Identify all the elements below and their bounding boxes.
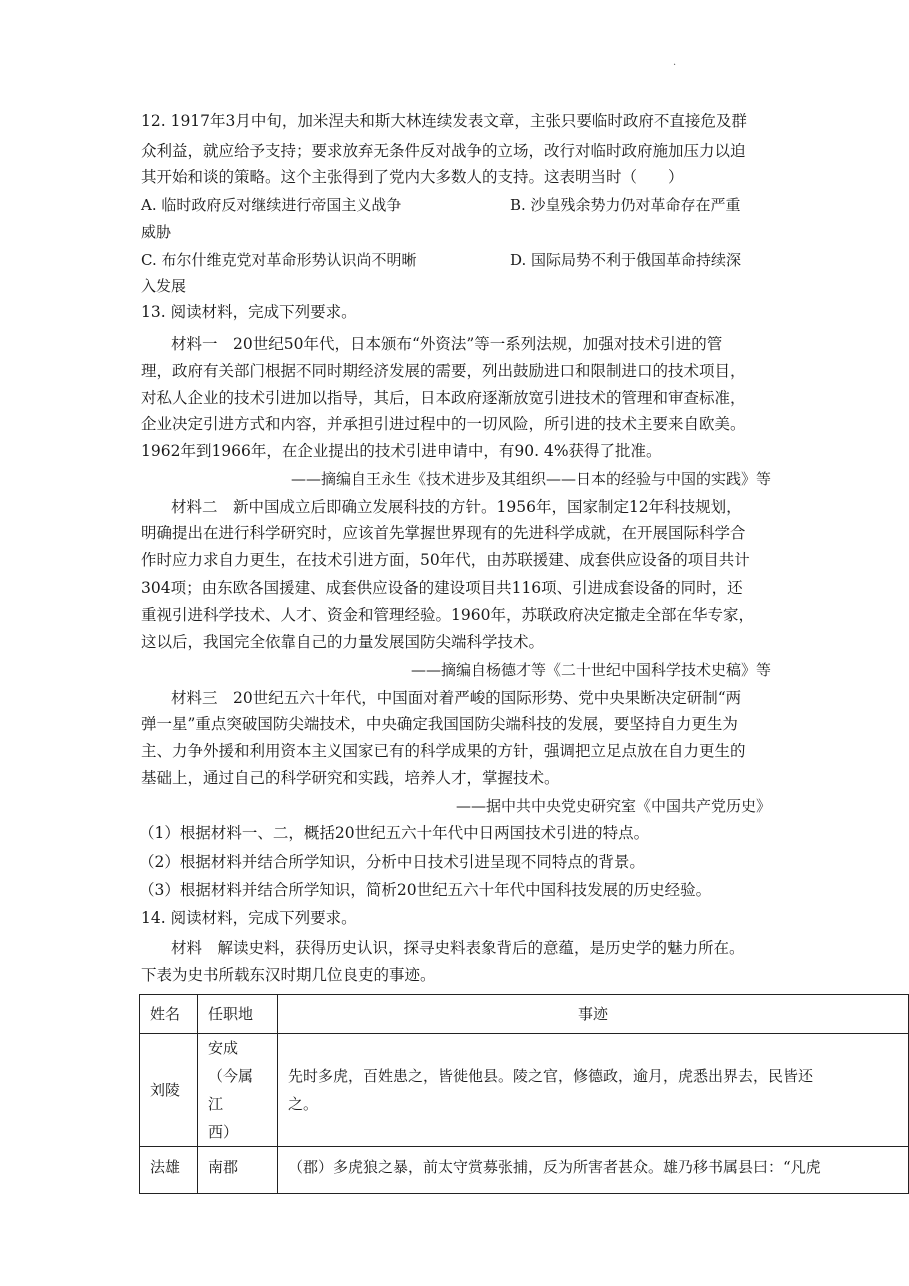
q14-material-line-1: 材料 解读史料，获得历史认识，探寻史料表象背后的意蕴，是历史学的魅力所在。 bbox=[171, 939, 745, 957]
q13-m3-line-1: 材料三 20世纪五六十年代，中国面对着严峻的国际形势、党中央果断决定研制“两 bbox=[171, 689, 742, 707]
q13-m2-line-2: 明确提出在进行科学研究时，应该首先掌握世界现有的先进科学成就，在开展国际科学合 bbox=[141, 524, 746, 542]
q14-intro: 14. 阅读材料，完成下列要求。 bbox=[141, 909, 357, 927]
cell-deeds-line: 之。 bbox=[288, 1095, 319, 1113]
q13-m1-source: ——摘编自王永生《技术进步及其组织——日本的经验与中国的实践》等 bbox=[290, 470, 771, 488]
cell-deeds bbox=[278, 1147, 909, 1194]
cell-name: 刘陵 bbox=[140, 1034, 198, 1147]
table-header-row bbox=[140, 995, 909, 1034]
q12-option-d: D. 国际局势不利于俄国革命持续深 bbox=[510, 251, 742, 269]
q13-m1-line-5: 1962年到1966年，在企业提出的技术引进申请中，有90. 4%获得了批准。 bbox=[141, 442, 662, 460]
cell-deeds-line: （郡）多虎狼之暴，前太守赏募张捕，反为所害者甚众。雄乃移书属县曰：“凡虎 bbox=[288, 1158, 821, 1176]
q13-m3-line-4: 基础上，通过自己的科学研究和实践，培养人才，掌握技术。 bbox=[141, 769, 560, 787]
q14-material-line-2: 下表为史书所载东汉时期几位良吏的事迹。 bbox=[141, 966, 436, 984]
cell-name: 法雄 bbox=[140, 1147, 198, 1194]
q13-m1-line-1: 材料一 20世纪50年代，日本颁布“外资法”等一系列法规，加强对技术引进的管 bbox=[171, 335, 723, 353]
q13-m2-line-6: 这以后，我国完全依靠自己的力量发展国防尖端科学技术。 bbox=[141, 633, 545, 651]
q13-m1-line-3: 对私人企业的技术引进加以指导，其后，日本政府逐渐放宽引进技术的管理和审查标准， bbox=[141, 389, 746, 407]
q13-m3-source: ——据中共中央党史研究室《中国共产党历史》 bbox=[455, 797, 771, 815]
q12-option-a: A. 临时政府反对继续进行帝国主义战争 bbox=[141, 196, 402, 214]
q12-option-d-cont: 入发展 bbox=[141, 277, 187, 295]
q13-m1-line-4: 企业决定引进方式和内容，并承担引进过程中的一切风险，所引进的技术主要来自欧美。 bbox=[141, 415, 746, 433]
cell-place bbox=[198, 1034, 278, 1147]
page-dot: · bbox=[673, 60, 677, 71]
q13-m2-line-5: 重视引进科学技术、人才、资金和管理经验。1960年，苏联政府决定撤走全部在华专家， bbox=[141, 606, 754, 624]
header-place: 任职地 bbox=[198, 995, 278, 1034]
cell-deeds-line: 先时多虎，百姓患之，皆徙他县。陵之官，修德政，逾月，虎悉出界去，民皆还 bbox=[288, 1067, 814, 1085]
header-name: 姓名 bbox=[140, 995, 198, 1034]
q13-question-2: （2）根据材料并结合所学知识，分析中日技术引进呈现不同特点的背景。 bbox=[139, 853, 645, 871]
q13-intro: 13. 阅读材料，完成下列要求。 bbox=[141, 303, 357, 321]
q13-m1-line-2: 理，政府有关部门根据不同时期经济发展的需要，列出鼓励进口和限制进口的技术项目， bbox=[141, 362, 746, 380]
q13-m2-source: ——摘编自杨德才等《二十世纪中国科学技术史稿》等 bbox=[410, 661, 771, 679]
cell-place-line: 安成 bbox=[208, 1039, 239, 1057]
q12-line-3: 其开始和谈的策略。这个主张得到了党内大多数人的支持。这表明当时（ ） bbox=[141, 168, 684, 186]
q13-m3-line-3: 主、力争外援和利用资本主义国家已有的科学成果的方针，强调把立足点放在自力更生的 bbox=[141, 742, 746, 760]
cell-place-line: 西） bbox=[208, 1123, 239, 1141]
q13-question-1: （1）根据材料一、二，概括20世纪五六十年代中日两国技术引进的特点。 bbox=[139, 824, 650, 842]
q12-option-b: B. 沙皇残余势力仍对革命存在严重 bbox=[510, 196, 741, 214]
cell-place bbox=[198, 1147, 278, 1194]
q12-line-2: 众利益，就应给予支持；要求放弃无条件反对战争的立场，改行对临时政府施加压力以迫 bbox=[141, 142, 746, 160]
q13-m2-line-1: 材料二 新中国成立后即确立发展科技的方针。1956年，国家制定12年科技规划， bbox=[171, 498, 742, 516]
q12-option-c: C. 布尔什维克党对革命形势认识尚不明晰 bbox=[141, 251, 417, 269]
q12-option-b-cont: 威胁 bbox=[141, 223, 172, 241]
q13-question-3: （3）根据材料并结合所学知识，简析20世纪五六十年代中国科技发展的历史经验。 bbox=[139, 881, 712, 899]
table-row bbox=[140, 1034, 909, 1147]
cell-deeds bbox=[278, 1034, 909, 1147]
deeds-table bbox=[139, 994, 909, 1194]
q13-m2-line-4: 304项；由东欧各国援建、成套供应设备的建设项目共116项、引进成套设备的同时，还 bbox=[141, 579, 743, 597]
header-deeds: 事迹 bbox=[278, 995, 909, 1034]
cell-place-line: 南郡 bbox=[208, 1158, 239, 1176]
table-row bbox=[140, 1147, 909, 1194]
cell-place-line: （今属江 bbox=[208, 1067, 254, 1113]
q13-m2-line-3: 作时应力求自力更生，在技术引进方面，50年代，由苏联援建、成套供应设备的项目共计 bbox=[141, 551, 750, 569]
q13-m3-line-2: 弹一星”重点突破国防尖端技术，中央确定我国国防尖端科技的发展，要坚持自力更生为 bbox=[141, 715, 738, 733]
q12-line-1: 12. 1917年3月中旬，加米涅夫和斯大林连续发表文章，主张只要临时政府不直接危及群 bbox=[141, 112, 747, 130]
